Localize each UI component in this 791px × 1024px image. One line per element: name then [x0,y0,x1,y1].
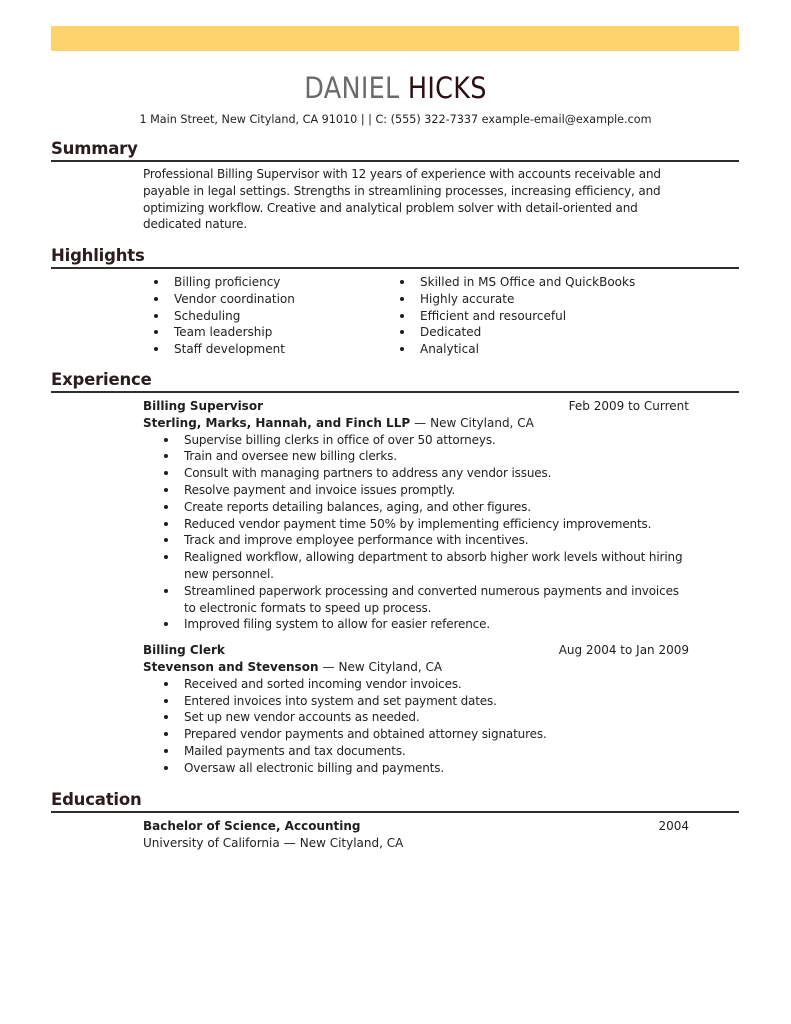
job-entry [143,642,689,776]
separator-dash: — [414,415,427,430]
duty-item: Streamlined paperwork processing and converted numerous payments and invoices to electronic formats to speed up process. [143,583,689,617]
duty-item: Consult with managing partners to address any vendor issues. [143,465,689,482]
duty-item: Supervise billing clerks in office of over 50 attorneys. [143,432,689,449]
section-heading: Experience [51,370,152,389]
duty-item: Create reports detailing balances, aging, and other figures. [143,499,689,516]
job-location: New Cityland, CA [430,415,534,430]
duty-item: Track and improve employee performance with incentives. [143,532,689,549]
experience-section [51,370,739,393]
duty-item: Resolve payment and invoice issues promptly. [143,482,689,499]
graduation-year: 2004 [658,819,689,833]
highlight-item: Skilled in MS Office and QuickBooks [379,274,679,291]
section-heading: Education [51,790,142,809]
highlight-item: Highly accurate [379,291,679,308]
education-header [143,818,689,835]
first-name: DANIEL [304,71,400,105]
section-divider [51,267,739,269]
summary-section [51,139,739,162]
company-name: Stevenson and Stevenson [143,659,319,674]
separator-dash: — [283,835,296,850]
header-accent-bar [51,26,739,51]
highlight-item: Analytical [379,341,679,358]
duty-item: Mailed payments and tax documents. [143,743,689,760]
duty-item: Prepared vendor payments and obtained attorney signatures. [143,726,689,743]
education-section [51,790,739,813]
company-name: Sterling, Marks, Hannah, and Finch LLP [143,415,411,430]
job-duties [143,676,689,777]
job-duties [143,432,689,634]
highlight-item: Efficient and resourceful [379,308,679,325]
section-divider [51,811,739,813]
section-heading: Highlights [51,246,145,265]
highlight-item: Dedicated [379,324,679,341]
duty-item: Improved filing system to allow for easier reference. [143,616,689,633]
duty-item: Realigned workflow, allowing department to absorb higher work levels without hiring new personnel. [143,549,689,583]
highlight-item: Team leadership [133,324,379,341]
highlights-list [174,274,720,358]
separator-dash: — [322,659,335,674]
job-entry [143,398,689,633]
duty-item: Set up new vendor accounts as needed. [143,709,689,726]
job-header [143,642,689,659]
summary-text: Professional Billing Supervisor with 12 years of experience with accounts receivable and payable in legal settings. Strengths in streamlining processes, increasing efficiency, and optimizing workflow. Creative and analytical problem solver with detail-oriented and dedicated nature. [143,167,661,232]
contact-info: 1 Main Street, New Cityland, CA 91010 | | C: (555) 322-7337 example-email@example.com [139,113,652,126]
candidate-name [47,70,743,106]
section-heading: Summary [51,139,138,158]
duty-item: Reduced vendor payment time 50% by implementing efficiency improvements. [143,516,689,533]
job-dates: Feb 2009 to Current [568,399,689,413]
job-title: Billing Supervisor [143,399,263,413]
education-school [143,835,689,852]
job-employer [143,415,689,432]
last-name: HICKS [407,71,487,105]
job-header [143,398,689,415]
highlight-item: Billing proficiency [133,274,379,291]
duty-item: Received and sorted incoming vendor invoices. [143,676,689,693]
duty-item: Entered invoices into system and set payment dates. [143,693,689,710]
school-name: University of California [143,835,280,850]
education-entry [143,818,689,852]
highlights-left-column [133,274,379,358]
section-divider [51,391,739,393]
school-location: New Cityland, CA [299,835,404,850]
section-divider [51,160,739,162]
job-employer [143,659,689,676]
highlight-item: Staff development [133,341,379,358]
duty-item: Train and oversee new billing clerks. [143,448,689,465]
job-dates: Aug 2004 to Jan 2009 [558,643,689,658]
highlights-right-column [379,274,679,358]
highlight-item: Scheduling [133,308,379,325]
degree: Bachelor of Science, Accounting [143,819,361,833]
duty-item: Oversaw all electronic billing and payments. [143,760,689,777]
experience-list [143,398,689,777]
highlights-section [51,246,739,269]
highlight-item: Vendor coordination [133,291,379,308]
job-title: Billing Clerk [143,643,225,658]
job-location: New Cityland, CA [338,659,443,674]
